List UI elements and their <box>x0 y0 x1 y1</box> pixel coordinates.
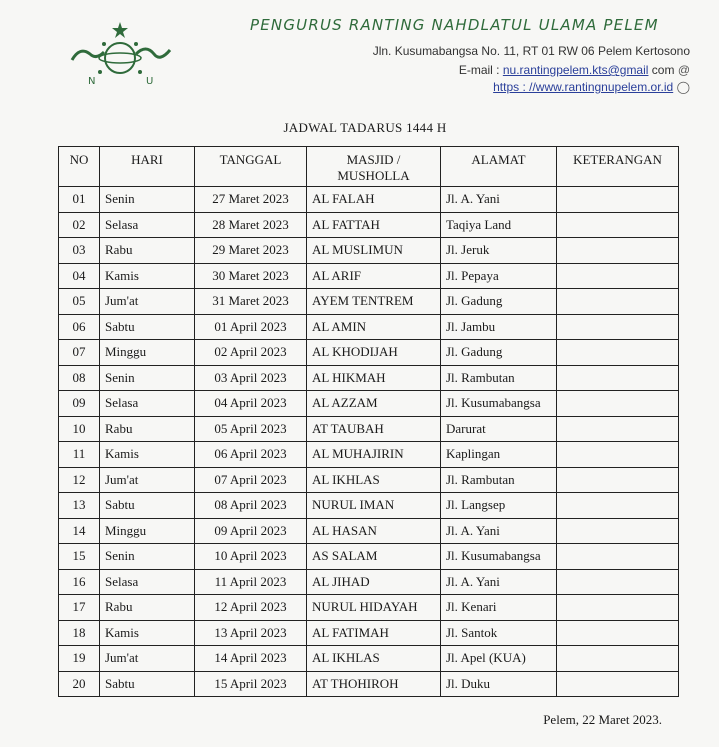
table-row <box>59 391 679 417</box>
email-link[interactable]: nu.rantingpelem.kts@gmail <box>502 63 649 77</box>
row-address: Jl. A. Yani <box>441 569 557 595</box>
table-row <box>59 314 679 340</box>
row-day: Kamis <box>100 442 195 468</box>
row-mosque: AT TAUBAH <box>307 416 441 442</box>
row-number: 05 <box>59 289 100 315</box>
row-address: Darurat <box>441 416 557 442</box>
table-row <box>59 238 679 264</box>
table-row <box>59 416 679 442</box>
row-date: 29 Maret 2023 <box>195 238 307 264</box>
row-note <box>557 467 679 493</box>
row-day: Kamis <box>100 263 195 289</box>
row-date: 09 April 2023 <box>195 518 307 544</box>
row-mosque: AL IKHLAS <box>307 467 441 493</box>
row-note <box>557 340 679 366</box>
table-row <box>59 263 679 289</box>
header-note: KETERANGAN <box>557 147 679 187</box>
row-date: 13 April 2023 <box>195 620 307 646</box>
email-label: E-mail : <box>458 63 500 77</box>
row-address: Jl. Langsep <box>441 493 557 519</box>
row-note <box>557 646 679 672</box>
header-address: ALAMAT <box>441 147 557 187</box>
row-date: 30 Maret 2023 <box>195 263 307 289</box>
row-mosque: AL IKHLAS <box>307 646 441 672</box>
email-line <box>330 63 690 77</box>
row-number: 13 <box>59 493 100 519</box>
row-day: Senin <box>100 187 195 213</box>
row-number: 19 <box>59 646 100 672</box>
row-date: 28 Maret 2023 <box>195 212 307 238</box>
row-number: 04 <box>59 263 100 289</box>
row-note <box>557 493 679 519</box>
row-mosque: NURUL IMAN <box>307 493 441 519</box>
row-note <box>557 595 679 621</box>
row-address: Jl. A. Yani <box>441 518 557 544</box>
row-address: Jl. Rambutan <box>441 467 557 493</box>
row-address: Jl. Jeruk <box>441 238 557 264</box>
row-day: Sabtu <box>100 671 195 697</box>
header-no: NO <box>59 147 100 187</box>
row-address: Jl. Apel (KUA) <box>441 646 557 672</box>
row-number: 17 <box>59 595 100 621</box>
row-date: 04 April 2023 <box>195 391 307 417</box>
table-row <box>59 518 679 544</box>
header-day: HARI <box>100 147 195 187</box>
header-mosque-line1: MASJID / <box>346 152 401 167</box>
row-address: Jl. Kenari <box>441 595 557 621</box>
row-mosque: AL KHODIJAH <box>307 340 441 366</box>
row-mosque: AL ARIF <box>307 263 441 289</box>
table-row <box>59 212 679 238</box>
email-suffix: com <box>651 63 675 77</box>
row-mosque: AL HIKMAH <box>307 365 441 391</box>
row-date: 02 April 2023 <box>195 340 307 366</box>
row-mosque: AS SALAM <box>307 544 441 570</box>
organization-address: Jln. Kusumabangsa No. 11, RT 01 RW 06 Pelem Kertosono <box>372 44 690 58</box>
table-row <box>59 620 679 646</box>
row-mosque: AL AMIN <box>307 314 441 340</box>
row-number: 15 <box>59 544 100 570</box>
row-number: 03 <box>59 238 100 264</box>
row-mosque: AL JIHAD <box>307 569 441 595</box>
row-number: 10 <box>59 416 100 442</box>
row-note <box>557 391 679 417</box>
row-address: Jl. A. Yani <box>441 187 557 213</box>
row-note <box>557 263 679 289</box>
row-number: 20 <box>59 671 100 697</box>
row-date: 31 Maret 2023 <box>195 289 307 315</box>
row-date: 14 April 2023 <box>195 646 307 672</box>
row-day: Selasa <box>100 391 195 417</box>
row-note <box>557 620 679 646</box>
nu-logo-icon <box>60 18 180 88</box>
row-day: Minggu <box>100 518 195 544</box>
website-link[interactable]: https : //www.rantingnupelem.or.id <box>493 80 674 94</box>
table-row <box>59 646 679 672</box>
logo-letter-u: U <box>146 76 154 87</box>
row-date: 10 April 2023 <box>195 544 307 570</box>
table-header-row <box>59 147 679 187</box>
row-day: Rabu <box>100 595 195 621</box>
row-number: 12 <box>59 467 100 493</box>
header-date: TANGGAL <box>195 147 307 187</box>
row-day: Selasa <box>100 212 195 238</box>
logo-letter-n: N <box>88 76 96 87</box>
row-date: 27 Maret 2023 <box>195 187 307 213</box>
row-note <box>557 289 679 315</box>
row-number: 14 <box>59 518 100 544</box>
row-day: Sabtu <box>100 314 195 340</box>
header-mosque-line2: MUSHOLLA <box>337 168 410 183</box>
footer-date: Pelem, 22 Maret 2023. <box>543 712 662 727</box>
row-date: 06 April 2023 <box>195 442 307 468</box>
row-mosque: NURUL HIDAYAH <box>307 595 441 621</box>
row-date: 03 April 2023 <box>195 365 307 391</box>
row-address: Jl. Kusumabangsa <box>441 391 557 417</box>
row-day: Rabu <box>100 416 195 442</box>
table-row <box>59 340 679 366</box>
row-note <box>557 544 679 570</box>
row-note <box>557 212 679 238</box>
table-row <box>59 595 679 621</box>
row-number: 02 <box>59 212 100 238</box>
row-address: Jl. Rambutan <box>441 365 557 391</box>
row-date: 08 April 2023 <box>195 493 307 519</box>
row-day: Minggu <box>100 340 195 366</box>
globe-icon: ◯ <box>676 80 690 94</box>
row-number: 06 <box>59 314 100 340</box>
row-mosque: AL MUSLIMUN <box>307 238 441 264</box>
organization-name: PENGURUS RANTING NAHDLATUL ULAMA PELEM <box>250 16 659 34</box>
table-row <box>59 289 679 315</box>
table-body <box>59 187 679 697</box>
row-note <box>557 365 679 391</box>
table-row <box>59 442 679 468</box>
table-row <box>59 569 679 595</box>
table-row <box>59 187 679 213</box>
row-day: Senin <box>100 544 195 570</box>
row-date: 05 April 2023 <box>195 416 307 442</box>
row-day: Jum'at <box>100 289 195 315</box>
at-icon: @ <box>677 63 690 77</box>
row-date: 07 April 2023 <box>195 467 307 493</box>
row-note <box>557 416 679 442</box>
table-row <box>59 365 679 391</box>
document-title: JADWAL TADARUS 1444 H <box>283 120 447 135</box>
row-note <box>557 442 679 468</box>
table-row <box>59 544 679 570</box>
row-mosque: AL FATIMAH <box>307 620 441 646</box>
row-number: 07 <box>59 340 100 366</box>
row-date: 12 April 2023 <box>195 595 307 621</box>
row-address: Jl. Duku <box>441 671 557 697</box>
row-mosque: AYEM TENTREM <box>307 289 441 315</box>
row-date: 15 April 2023 <box>195 671 307 697</box>
website-line <box>330 80 690 94</box>
row-number: 16 <box>59 569 100 595</box>
row-number: 01 <box>59 187 100 213</box>
row-mosque: AL FALAH <box>307 187 441 213</box>
letterhead <box>0 0 719 110</box>
row-number: 08 <box>59 365 100 391</box>
row-day: Rabu <box>100 238 195 264</box>
row-mosque: AL AZZAM <box>307 391 441 417</box>
row-day: Senin <box>100 365 195 391</box>
row-number: 09 <box>59 391 100 417</box>
row-number: 11 <box>59 442 100 468</box>
row-address: Jl. Gadung <box>441 289 557 315</box>
table-row <box>59 493 679 519</box>
row-address: Jl. Jambu <box>441 314 557 340</box>
row-day: Kamis <box>100 620 195 646</box>
row-day: Sabtu <box>100 493 195 519</box>
row-mosque: AL FATTAH <box>307 212 441 238</box>
row-address: Jl. Pepaya <box>441 263 557 289</box>
row-address: Jl. Gadung <box>441 340 557 366</box>
row-day: Selasa <box>100 569 195 595</box>
row-mosque: AT THOHIROH <box>307 671 441 697</box>
schedule-table <box>58 146 679 697</box>
row-date: 11 April 2023 <box>195 569 307 595</box>
row-address: Jl. Santok <box>441 620 557 646</box>
row-note <box>557 569 679 595</box>
row-note <box>557 238 679 264</box>
row-date: 01 April 2023 <box>195 314 307 340</box>
table-row <box>59 671 679 697</box>
row-mosque: AL MUHAJIRIN <box>307 442 441 468</box>
row-address: Jl. Kusumabangsa <box>441 544 557 570</box>
row-address: Kaplingan <box>441 442 557 468</box>
row-number: 18 <box>59 620 100 646</box>
row-address: Taqiya Land <box>441 212 557 238</box>
row-day: Jum'at <box>100 467 195 493</box>
row-note <box>557 518 679 544</box>
row-note <box>557 314 679 340</box>
row-mosque: AL HASAN <box>307 518 441 544</box>
row-note <box>557 671 679 697</box>
row-note <box>557 187 679 213</box>
table-row <box>59 467 679 493</box>
row-day: Jum'at <box>100 646 195 672</box>
header-mosque <box>307 147 441 187</box>
